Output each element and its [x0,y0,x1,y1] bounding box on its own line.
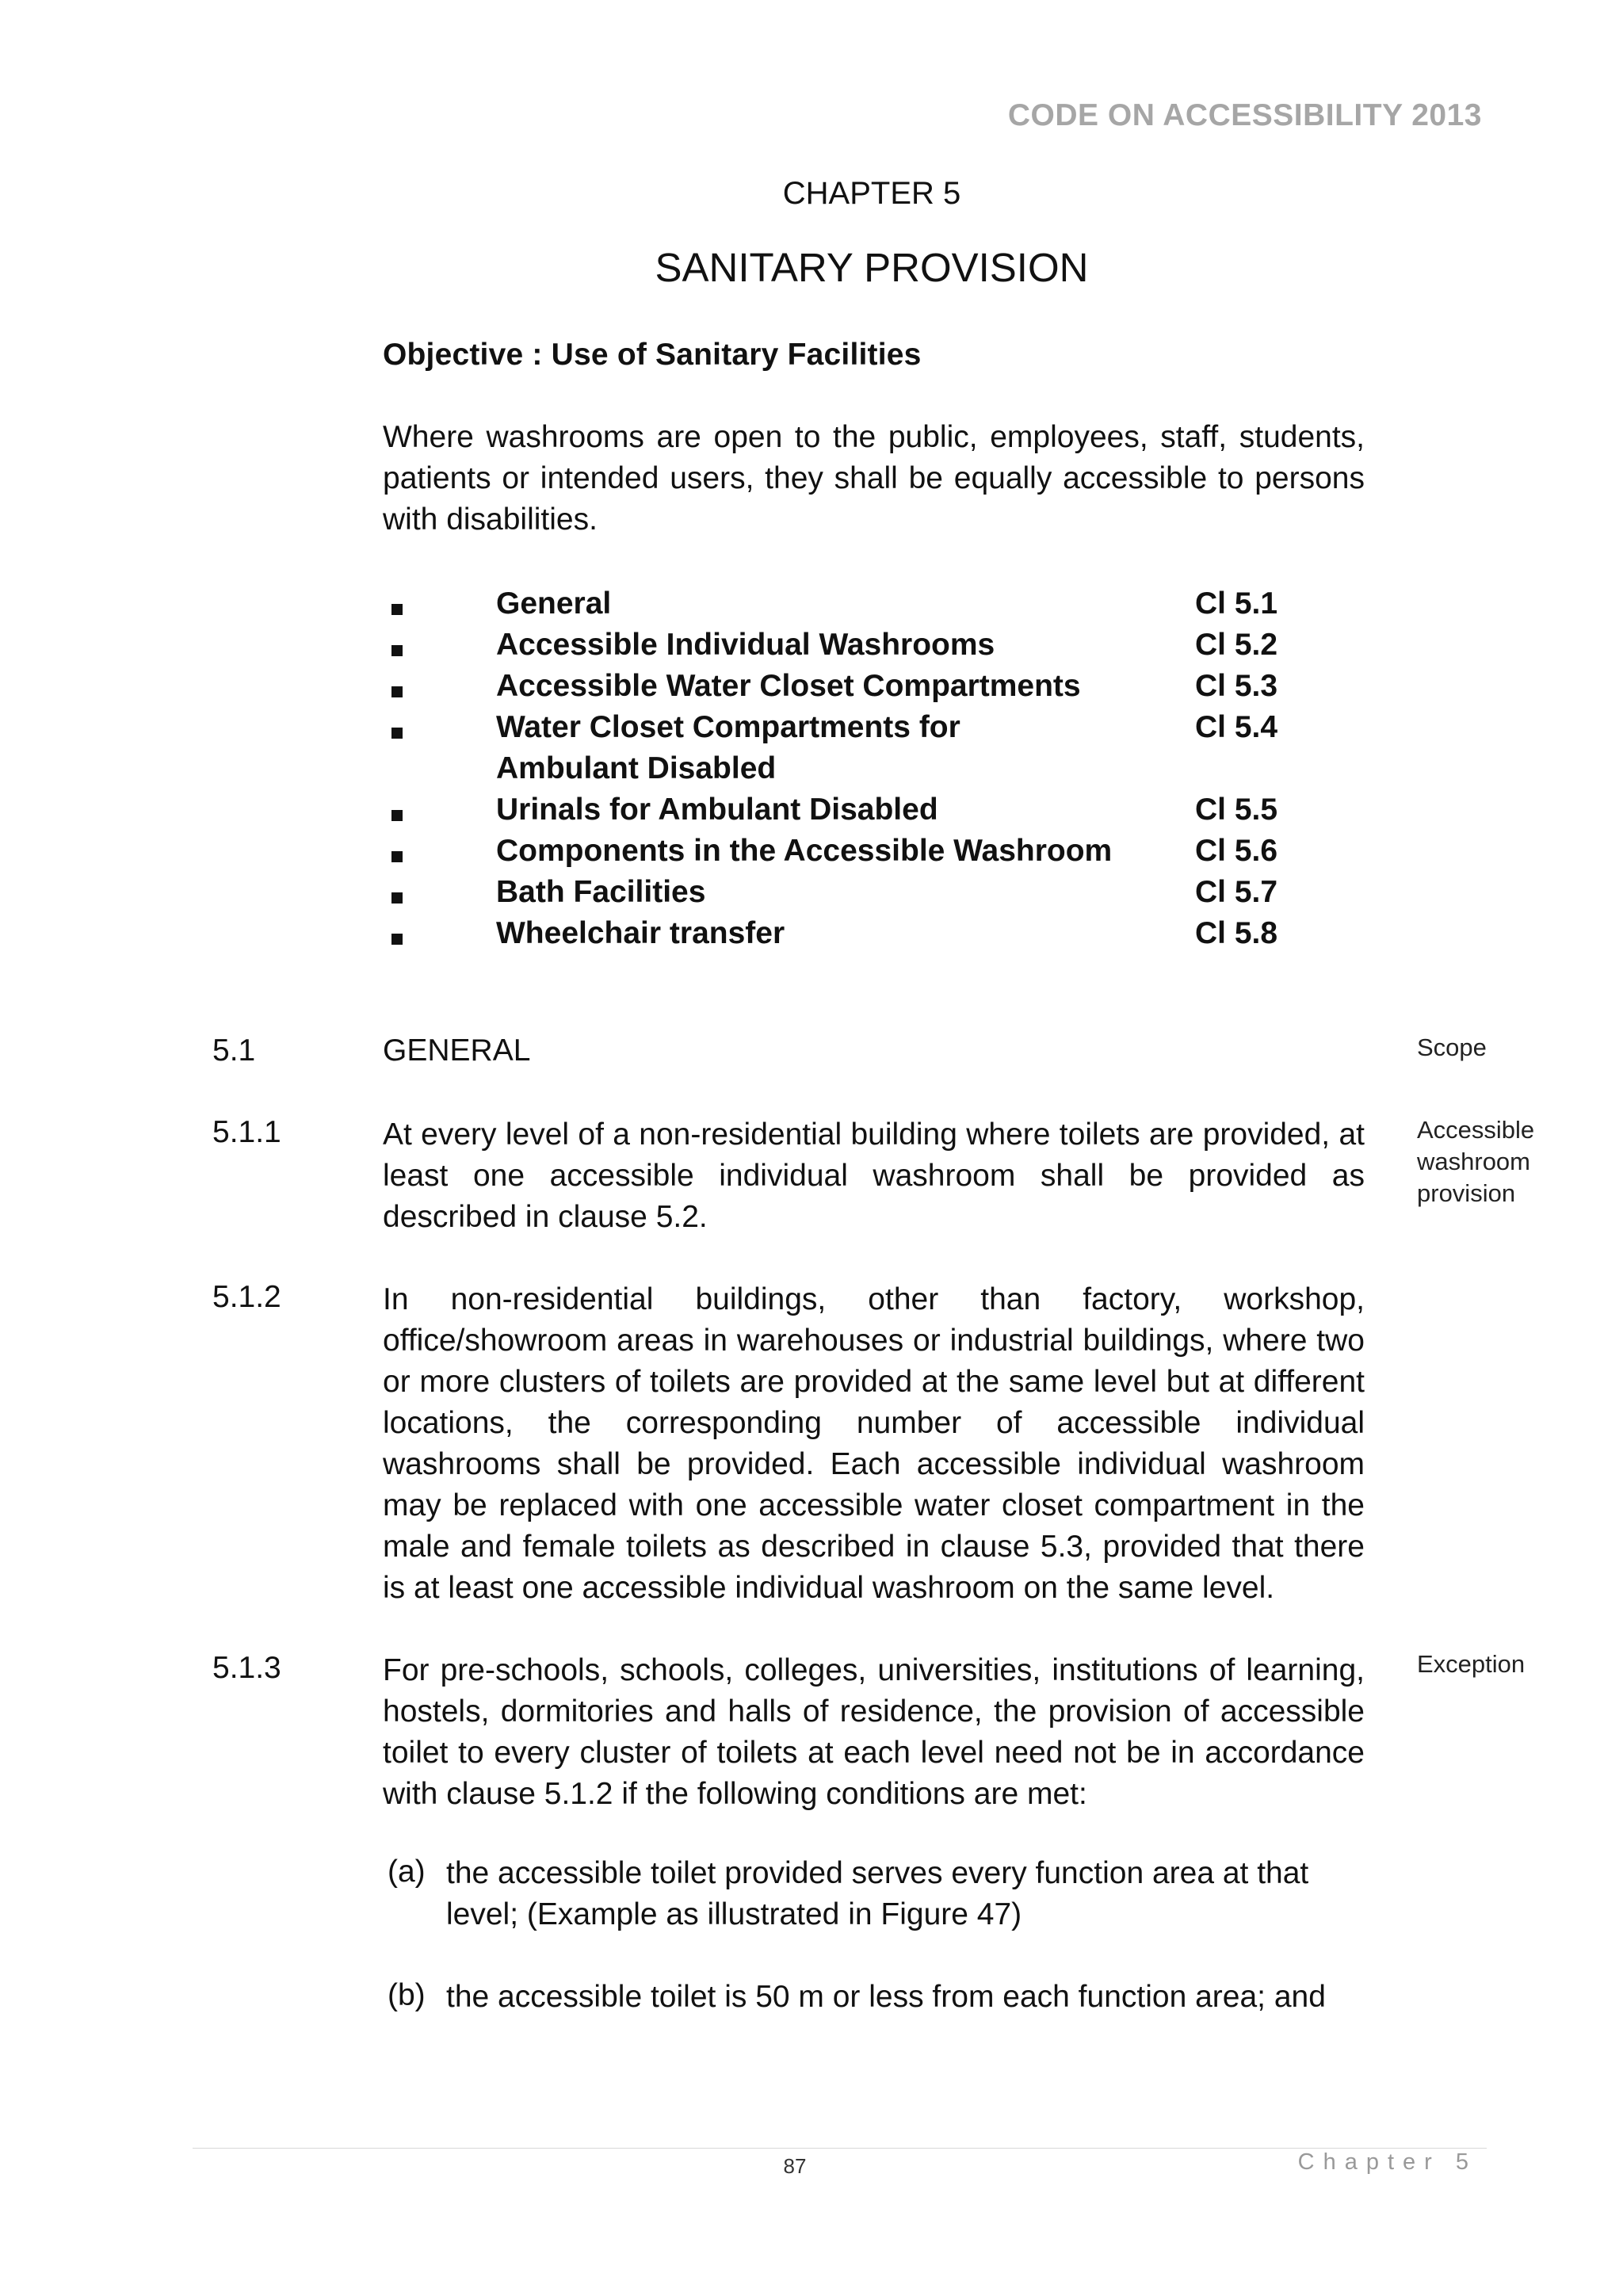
contents-item-ref: Cl 5.5 [1195,793,1278,827]
bullet-icon [391,934,403,945]
margin-note-provision: Accessible washroom provision [1417,1116,1535,1207]
intro-paragraph: Where washrooms are open to the public, employees, staff, students, patients or intended users, they shall be equally accessible to persons with disabilities. [383,420,1365,537]
contents-item-label: General [496,586,612,621]
bullet-icon [391,686,403,697]
contents-item-label: Accessible Individual Washrooms [496,628,995,662]
bullet-icon [391,810,403,821]
contents-item-label: Urinals for Ambulant Disabled [496,793,938,827]
bullet-icon [391,604,403,615]
chapter-title: SANITARY PROVISION [655,245,1089,290]
clause-text: For pre-schools, schools, colleges, universities, institutions of learning, hostels, dormitories and halls of residence, the provision of accessible toilet to every cluster of toilets at each level need not be in accordance with clause 5.1.2 if the following conditions are met: [383,1653,1365,1811]
condition-text: the accessible toilet provided serves every function area at that level; (Example as illustrated in Figure 47) [446,1856,1309,1931]
section-number: 5.1 [212,1033,256,1068]
contents-item-label: Bath Facilities [496,875,706,909]
section-title: GENERAL [383,1033,531,1068]
document-header-title: CODE ON ACCESSIBILITY 2013 [1007,98,1482,132]
contents-item-label: Accessible Water Closet Compartments [496,669,1081,703]
clause-number: 5.1.2 [212,1280,281,1314]
contents-item-label: Components in the Accessible Washroom [496,834,1113,868]
clause-number: 5.1.1 [212,1115,281,1149]
objective-line: Objective : Use of Sanitary Facilities [383,338,922,372]
condition-label: (b) [388,1978,426,2012]
bullet-icon [391,892,403,904]
footer-chapter-label: Chapter 5 [1297,2149,1477,2175]
footer-divider [193,2148,1487,2149]
contents-item-ref: Cl 5.8 [1195,916,1278,950]
clause-text: In non-residential buildings, other than factory, workshop, office/showroom areas in warehouses or industrial buildings, where two or more clusters of toilets are provided at the same level but at different locations, the corresponding number of accessible individual washrooms shall be provided. Each accessible individual washroom may be replaced with one accessible water closet compartment in the male and female toilets as described in clause 5.3, provided that there is at least one accessible individual washroom on the same level. [383,1282,1365,1605]
bullet-icon [391,728,403,739]
contents-item-label: Wheelchair transfer [496,916,785,950]
contents-item-ref: Cl 5.1 [1195,586,1278,621]
condition-text: the accessible toilet is 50 m or less from each function area; and [446,1980,1326,2014]
clause-number: 5.1.3 [212,1651,281,1685]
condition-label: (a) [388,1855,426,1889]
margin-note-exception: Exception [1417,1650,1526,1678]
bullet-icon [391,645,403,656]
contents-item-ref: Cl 5.2 [1195,628,1278,662]
chapter-number: CHAPTER 5 [782,176,961,211]
clause-text: At every level of a non-residential building where toilets are provided, at least one accessible individual washroom shall be provided as described in clause 5.2. [383,1117,1365,1234]
contents-item-ref: Cl 5.3 [1195,669,1278,703]
contents-item-ref: Cl 5.6 [1195,834,1278,868]
contents-item-ref: Cl 5.7 [1195,875,1278,909]
contents-item-ref: Cl 5.4 [1195,710,1278,744]
contents-item-label: Water Closet Compartments for Ambulant Disabled [496,710,960,785]
bullet-icon [391,851,403,862]
margin-note-scope: Scope [1417,1033,1487,1061]
page-number: 87 [783,2154,807,2178]
